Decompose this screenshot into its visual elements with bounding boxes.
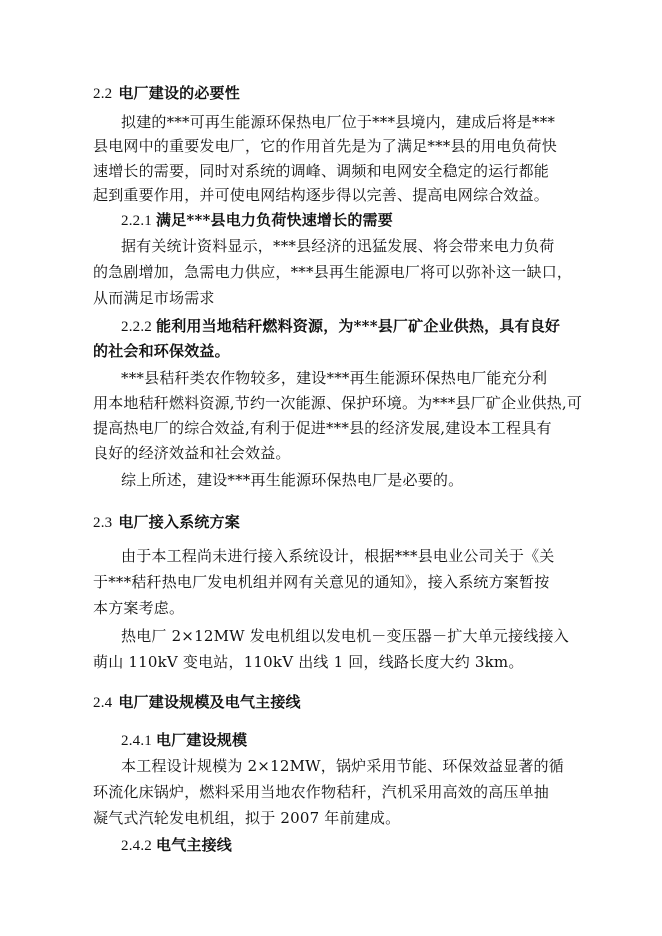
section-number: 2.4	[93, 695, 113, 711]
paragraph-line: ***县秸秆类农作物较多，建设***再生能源环保热电厂能充分利	[121, 369, 548, 387]
paragraph-line: 提高热电厂的综合效益,有利于促进***县的经济发展,建设本工程具有	[93, 419, 552, 437]
paragraph-line: 从而满足市场需求	[93, 289, 215, 307]
paragraph-line: 县电网中的重要发电厂，它的作用首先是为了满足***县的用电负荷快	[93, 137, 557, 155]
paragraph-line: 拟建的***可再生能源环保热电厂位于***县境内，建成后将是***	[121, 113, 556, 131]
section-heading-2-4	[93, 692, 301, 713]
section-title: 电厂建设的必要性	[118, 84, 240, 102]
subsection-title-continued: 的社会和环保效益。	[93, 342, 230, 360]
subsection-title: 电厂建设规模	[156, 731, 248, 749]
paragraph-line: 热电厂 2×12MW 发电机组以发电机－变压器－扩大单元接线接入	[121, 627, 569, 645]
paragraph-line: 本工程设计规模为 2×12MW，锅炉采用节能、环保效益显著的循	[121, 757, 564, 775]
section-heading-2-2	[93, 83, 240, 104]
paragraph-line: 良好的经济效益和社会效益。	[93, 444, 291, 462]
subsection-title: 满足***县电力负荷快速增长的需要	[156, 211, 393, 229]
paragraph-line: 速增长的需要，同时对系统的调峰、调频和电网安全稳定的运行都能	[93, 162, 550, 180]
subsection-heading-2-2-2	[121, 316, 560, 337]
subsection-heading-2-2-1	[121, 210, 393, 231]
subsection-heading-2-4-1	[121, 730, 247, 751]
subsection-title: 能利用当地秸秆燃料资源，为***县厂矿企业供热，具有良好	[156, 317, 561, 335]
paragraph-line: 本方案考虑。	[93, 599, 185, 617]
subsection-heading-2-4-2	[121, 835, 232, 856]
subsection-number: 2.2.1	[121, 213, 152, 229]
section-number: 2.2	[93, 86, 113, 102]
paragraph-line: 据有关统计资料显示，***县经济的迅猛发展、将会带来电力负荷	[121, 237, 555, 255]
subsection-number: 2.4.1	[121, 733, 152, 749]
section-heading-2-3	[93, 512, 240, 533]
subsection-number: 2.4.2	[121, 838, 152, 854]
paragraph-line: 于***秸秆热电厂发电机组并网有关意见的通知》，接入系统方案暂按	[93, 573, 550, 591]
paragraph-line: 起到重要作用，并可使电网结构逐步得以完善、提高电网综合效益。	[93, 186, 550, 204]
section-number: 2.3	[93, 515, 113, 531]
paragraph-line: 凝气式汽轮发电机组，拟于 2007 年前建成。	[93, 809, 401, 827]
paragraph-line: 萌山 110kV 变电站，110kV 出线 1 回，线路长度大约 3km。	[93, 653, 524, 671]
section-title: 电厂建设规模及电气主接线	[118, 693, 301, 711]
paragraph-line: 环流化床锅炉，燃料采用当地农作物秸秆，汽机采用高效的高压单抽	[93, 783, 550, 801]
subsection-number: 2.2.2	[121, 319, 152, 335]
conclusion-line: 综上所述，建设***再生能源环保热电厂是必要的。	[121, 471, 464, 489]
paragraph-line: 用本地秸秆燃料资源,节约一次能源、保护环境。为***县厂矿企业供热,可	[93, 394, 583, 412]
section-title: 电厂接入系统方案	[118, 513, 240, 531]
subsection-title: 电气主接线	[156, 836, 233, 854]
paragraph-line: 的急剧增加，急需电力供应，***县再生能源电厂将可以弥补这一缺口，	[93, 263, 573, 281]
paragraph-line: 由于本工程尚未进行接入系统设计，根据***县电业公司关于《关	[121, 547, 555, 565]
